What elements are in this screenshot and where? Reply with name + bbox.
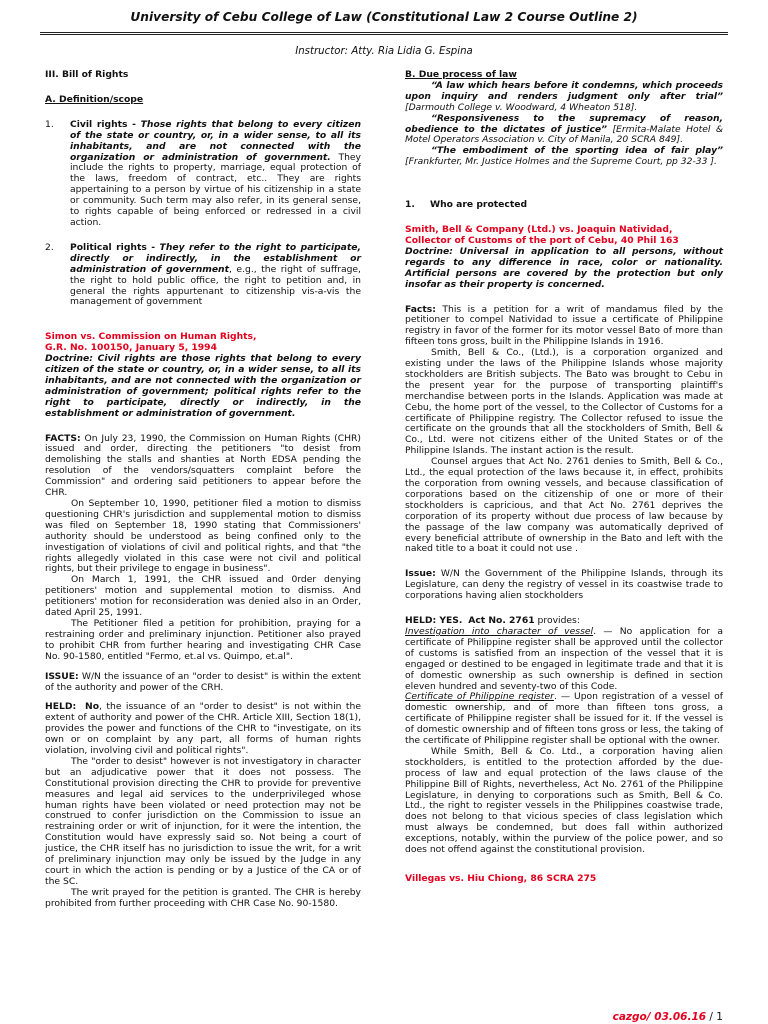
facts-paragraph: Facts: This is a petition for a writ of mandamus filed by the petitioner to compel Natividad to issue a certificate of Philippine registry in favor of the former for its motor vessel Bato of more than fifteen tons gross, built in the Philippine Islands in 1916. <box>405 303 723 348</box>
held-label: HELD: YES. <box>405 615 463 627</box>
quote-2: “Responsiveness to the supremacy of reason, obedience to the dictates of justice” [Ermita-Malate Hotel & Motel Operators Association v. City of Manila, 20 SCRA 849]. <box>405 112 723 146</box>
held-paragraph: HELD: YES. Act No. 2761 provides: <box>405 615 580 627</box>
right-column <box>405 70 723 885</box>
header-rule <box>40 32 728 33</box>
term-label: Civil rights - <box>70 118 136 130</box>
facts-paragraph: Counsel argues that Act No. 2761 denies to Smith, Bell & Co., Ltd., the equal protection of the laws because it, in effect, prohibits the corporation from owning vessels, and because classification of corporations based on the citizenship of one or more of their stockholders is capricious, and that Act No. 2761 deprives the corporation of its property without due process of law because by the passage of the law company was automatically deprived of every beneficial attribute of ownership in the Bato and left with the naked title to a boat it could not use . <box>405 456 723 555</box>
facts-paragraph: On September 10, 1990, petitioner filed a motion to dismiss questioning CHR's jurisdiction and supplemental motion to dismiss was filed on September 18, 1990 stating that Commissioners' authority should be understood as being confined only to the investigation of violations of civil and political rights, and that "the rights allegedly violated in this case were not civil and political rights, but their privilege to engage in business". <box>45 498 361 575</box>
list-number: 2. <box>45 241 54 253</box>
quote-3: “The embodiment of the sporting idea of fair play” [Frankfurter, Mr. Justice Holmes and the Supreme Court, pp 32-33 ]. <box>405 145 723 168</box>
issue-paragraph: Issue: W/N the Government of the Philippine Islands, through its Legislature, can deny the registry of vessel in its coastwise trade to corporations having alien stockholders <box>405 568 723 602</box>
held-paragraph: While Smith, Bell & Co. Ltd., a corporation having alien stockholders, is entitled to the protection afforded by the due-process of law and equal protection of the laws clause of the Philippine Bill of Rights, nevertheless, Act No. 2761 of the Philippine Legislature, in denying to corporations such as Smith, Bell & Co. Ltd., the right to register vessels in the Philippines coastwise trade, does not belong to that vicious species of class legislation which must always be condemned, but does fall within authorized exceptions, notably, within the purview of the police power, and so does not offend against the constitutional provision. <box>405 745 723 856</box>
held-paragraph: The writ prayed for the petition is granted. The CHR is hereby prohibited from further proceeding with CHR Case No. 90-1580. <box>45 886 361 909</box>
subsection-heading-definition: A. Definition/scope <box>45 93 144 105</box>
left-column <box>45 70 361 910</box>
quote-1: “A law which hears before it condemns, which proceeds upon inquiry and renders judgment only after trial” [Darmouth College v. Woodward, 4 Wheaton 518]. <box>405 79 723 113</box>
statute-provision: Investigation into character of vessel. — No application for a certificate of Philippine register shall be approved until the collector of customs is satisfied from an inspection of the vessel that it is engaged or destined to be engaged in legitimate trade and that it is of domestic ownership as such ownership is defined in section eleven hundred and seventy-two of this Code. <box>405 625 723 692</box>
page-footer <box>613 1012 723 1023</box>
facts-paragraph: FACTS: On July 23, 1990, the Commission on Human Rights (CHR) issued and order, directing the petitioners "to desist from demolishing the stalls and shanties at North EDSA pending the resolution of the vendors/squatters complaint before the Commission" and ordering said petitioners to appear before the CHR. <box>45 432 361 499</box>
facts-paragraph: The Petitioner filed a petition for prohibition, praying for a restraining order and preliminary injunction. Petitioner also prayed to prohibit CHR from further hearing and investigating CHR Case No. 90-1580, entitled "Fermo, et.al vs. Quimpo, et.al". <box>45 617 361 662</box>
facts-paragraph: On March 1, 1991, the CHR issued and 0rder denying petitioners' motion and supplemental motion to dismiss. And petitioners' motion for reconsideration was denied also in an Order, dated April 25, 1991. <box>45 574 361 619</box>
issue-label: Issue: <box>405 568 436 580</box>
section-heading: III. Bill of Rights <box>45 69 129 80</box>
case-citation: G.R. No. 100150, January 5, 1994 <box>45 342 217 354</box>
case-title: Simon vs. Commission on Human Rights, <box>45 331 257 343</box>
list-item-political-rights <box>45 243 361 308</box>
facts-label: Facts: <box>405 303 436 315</box>
list-item-civil-rights <box>45 120 361 229</box>
held-label: HELD: <box>45 701 77 713</box>
case-doctrine: Doctrine: Civil rights are those rights that belong to every citizen of the state or country, or, in a wider sense, to all its inhabitants, and are not connected with the organization or administration of government; political rights refer to the right to participate, directly or indirectly, in the establishment or administration of government. <box>45 353 361 419</box>
case-citation: Collector of Customs of the port of Cebu, 40 Phil 163 <box>405 234 679 246</box>
list-number: 1. <box>405 199 415 211</box>
term-label: Political rights - <box>70 241 156 253</box>
footer-author: cazgo/ 03.06.16 <box>612 1011 707 1023</box>
term-body: , e.g., the right of suffrage, the right to hold public office, the right to petition and, in general the rights appurtenant to citizenship vis-a-vis the management of government <box>70 263 361 308</box>
term-definition: They refer to the right to participate, directly or indirectly, in the establishment or administration of government <box>70 241 361 275</box>
facts-paragraph: Smith, Bell & Co., (Ltd.), is a corporation organized and existing under the laws of the Philippine Islands whose majority stockholders are British subjects. The Bato was brought to Cebu in the present year for the purpose of transporting plaintiff's merchandise between ports in the Islands. Application was made at Cebu, the home port of the vessel, to the Collector of Customs for a certificate of Philippine registry. The Collector refused to issue the certificate on the grounds that all the stockholders of Smith, Bell & Co., Ltd. were not citizens either of the United States or of the Philippine Islands. The instant action is the result. <box>405 347 723 457</box>
term-definition: Those rights that belong to every citizen of the state or country, or, in a wider sense, to all its inhabitants, and are not connected with the organization or administration of government. <box>70 118 361 163</box>
case-title-next: Villegas vs. Hiu Chiong, 86 SCRA 275 <box>405 873 597 884</box>
heading-who-protected: Who are protected <box>430 199 528 211</box>
term-body: They include the rights to property, marriage, equal protection of the laws, freedom of contract, etc.. They are rights appertaining to a person by virtue of his citizenship in a state or community. Such term may also refer, in its general sense, to rights capable of being enforced or redressed in a civil action. <box>70 151 361 228</box>
document-title: University of Cebu College of Law (Constitutional Law 2 Course Outline 2) <box>130 10 638 24</box>
subsection-heading-due-process: B. Due process of law <box>405 69 517 80</box>
list-item-who-protected <box>405 200 723 211</box>
footer-page-number: / 1 <box>706 1011 723 1023</box>
provision-title: Investigation into character of vessel <box>405 625 594 637</box>
case-doctrine: Doctrine: Universal in application to all persons, without regards to any difference in race, color or nationality. Artificial persons are covered by the protection but only insofar as their property is concerned. <box>405 245 723 290</box>
held-paragraph: The "order to desist" however is not investigatory in character but an adjudicative power that it does not possess. The Constitutional provision directing the CHR to provide for preventive measures and legal aid services to the underprivileged whose human rights have been violated or need protection may not be construed to confer jurisdiction on the Commission to issue an restraining order or writ of injunction, for it were the intention, the Constitution would have expressly said so. Not being a court of justice, the CHR itself has no jurisdiction to issue the writ, for a writ of preliminary injunction may only be issued by the Judge in any court in which the action is pending or by a Justice of the CA or of the SC. <box>45 755 361 887</box>
held-paragraph: HELD: No, the issuance of an "order to desist" is not within the extent of authority and power of the CHR. Article XIII, Section 18(1), provides the power and functions of the CHR to "investigate, on its own or on complaint by any part, all forms of human rights violation, involving civil and political rights". <box>45 701 361 757</box>
issue-label: ISSUE: <box>45 670 79 682</box>
list-number: 1. <box>45 118 54 130</box>
issue-paragraph: ISSUE: W/N the issuance of an "order to desist" is within the extent of the authority and power of the CRH. <box>45 670 361 693</box>
provision-title: Certificate of Philippine register <box>405 691 554 703</box>
statute-provision: Certificate of Philippine register. — Upon registration of a vessel of domestic ownership, and of more than fifteen tons gross, a certificate of Philippine register shall be issued for it. If the vessel is of domestic ownership and of fifteen tons gross or less, the taking of the certificate of Philippine register shall be optional with the owner. <box>405 691 723 747</box>
instructor-line: Instructor: Atty. Ria Lidia G. Espina <box>295 46 473 57</box>
facts-label: FACTS: <box>45 432 81 444</box>
header-rule-double <box>40 34 728 35</box>
case-title: Smith, Bell & Company (Ltd.) vs. Joaquin Natividad, <box>405 224 673 236</box>
